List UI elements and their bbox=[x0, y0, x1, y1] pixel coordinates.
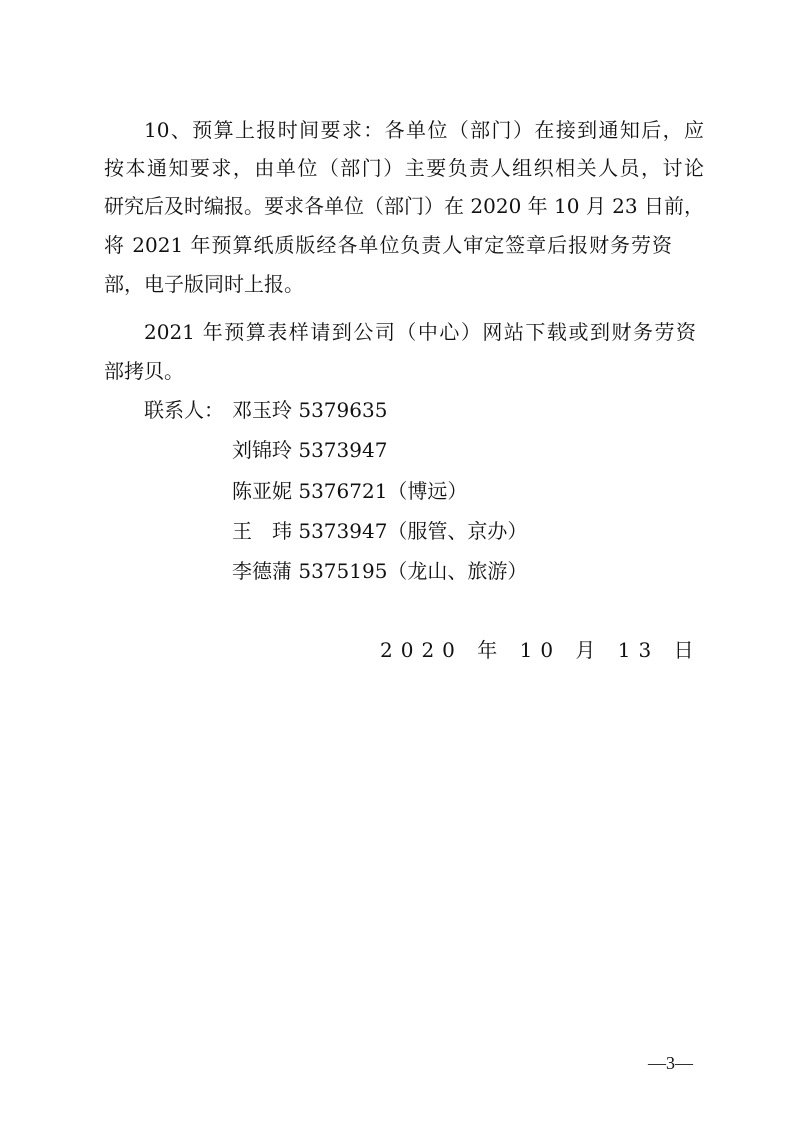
paragraph-1-line-3: 研究后及时编报。要求各单位（部门）在 2020 年 10 月 23 日前， bbox=[104, 194, 704, 218]
page-number: —3— bbox=[648, 1053, 693, 1073]
contact-entry: 王 玮 5373947（服管、京办） bbox=[232, 519, 528, 543]
paragraph-1-line-5: 部，电子版同时上报。 bbox=[104, 272, 304, 296]
paragraph-1-line-2: 按本通知要求，由单位（部门）主要负责人组织相关人员，讨论 bbox=[104, 156, 704, 180]
contact-entry: 刘锦玲 5373947 bbox=[232, 438, 388, 462]
contact-entry: 陈亚妮 5376721（博远） bbox=[232, 479, 468, 503]
contact-entry: 邓玉玲 5379635 bbox=[232, 398, 388, 422]
paragraph-2-line-2: 部拷贝。 bbox=[104, 359, 184, 383]
document-date: 2020 年 10 月 13 日 bbox=[380, 638, 702, 662]
paragraph-1-line-4: 将 2021 年预算纸质版经各单位负责人审定签章后报财务劳资 bbox=[104, 233, 672, 257]
paragraph-2-line-1: 2021 年预算表样请到公司（中心）网站下载或到财务劳资 bbox=[144, 320, 696, 344]
contacts-label: 联系人： bbox=[144, 398, 224, 422]
contact-entry: 李德蒲 5375195（龙山、旅游） bbox=[232, 559, 528, 583]
paragraph-1-line-1: 10、预算上报时间要求：各单位（部门）在接到通知后，应 bbox=[144, 118, 704, 142]
